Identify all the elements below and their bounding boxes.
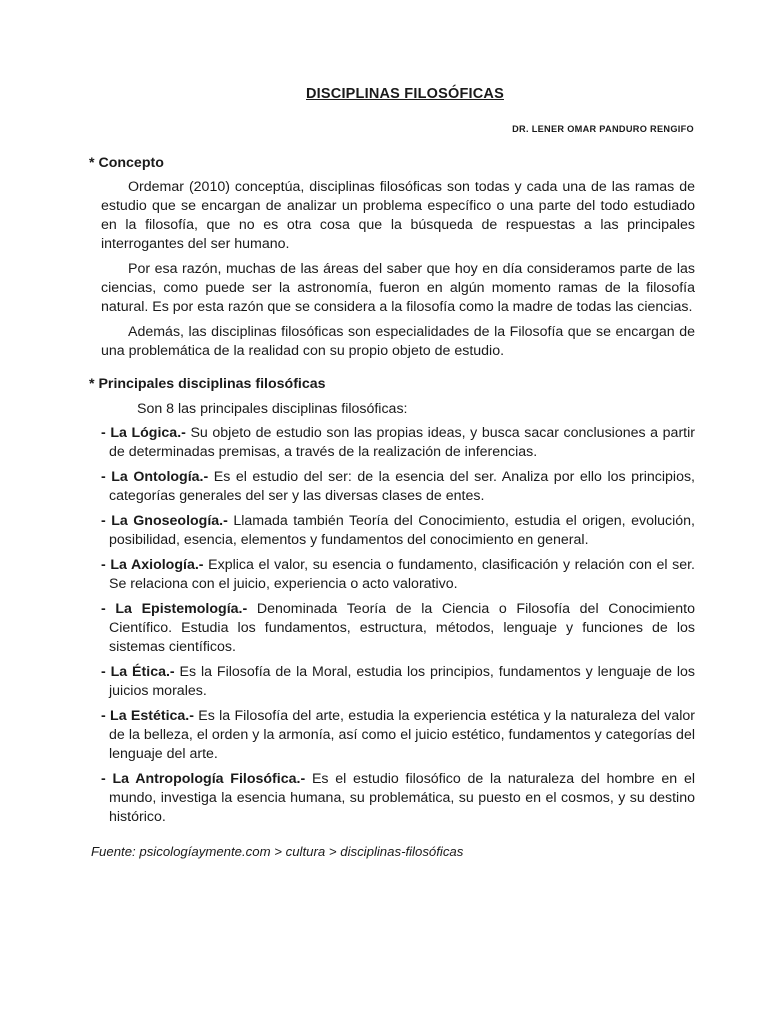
section-heading-disciplinas: * Principales disciplinas filosóficas	[89, 376, 326, 392]
item-text: Es la Filosofía del arte, estudia la experiencia estética y la naturaleza del valor de la belleza, el orden y la armonía, así como el juicio estético, fundamentos y categorías del lenguaje del arte.	[109, 708, 696, 762]
item-term: - La Axiología.-	[101, 557, 204, 573]
paragraph: Ordemar (2010) conceptúa, disciplinas filosóficas son todas y cada una de las ramas de estudio que se encargan de analizar un problema específico o una parte del todo estudiado en la filosofía, que no es otra cosa que la búsqueda de respuestas a las principales interrogantes del ser humano.	[101, 179, 695, 252]
document-title: DISCIPLINAS FILOSÓFICAS	[306, 86, 504, 102]
document-author: DR. LENER OMAR PANDURO RENGIFO	[512, 124, 694, 134]
list-item	[101, 600, 695, 657]
paragraph: Además, las disciplinas filosóficas son especialidades de la Filosofía que se encargan de una problemática de la realidad con su propio objeto de estudio.	[101, 324, 695, 359]
item-text: Es el estudio del ser: de la esencia del ser. Analiza por ello los principios, categorías generales del ser y las diversas clases de entes.	[109, 469, 695, 504]
list-item	[101, 707, 695, 764]
list-item	[101, 468, 695, 506]
item-term: - La Gnoseología.-	[101, 513, 228, 529]
list-item	[101, 663, 695, 701]
list-item	[101, 512, 695, 550]
list-item	[101, 556, 695, 594]
item-text: Denominada Teoría de la Ciencia o Filosofía del Conocimiento Científico. Estudia los fundamentos, estructura, métodos, lenguaje y funciones de los sistemas científicos.	[109, 601, 695, 655]
item-term: - La Ética.-	[101, 664, 175, 680]
item-term: - La Ontología.-	[101, 469, 209, 485]
item-term: - La Lógica.-	[101, 425, 186, 441]
source-citation: Fuente: psicologíaymente.com > cultura > disciplinas-filosóficas	[91, 844, 464, 859]
list-item	[101, 424, 695, 462]
item-text: Explica el valor, su esencia o fundamento, clasificación y relación con el ser. Se relaciona con el juicio, experiencia o acto valorativo.	[109, 557, 695, 592]
item-text: Su objeto de estudio son las propias ideas, y busca sacar conclusiones a partir de determinadas premisas, a través de la realización de inferencias.	[109, 425, 695, 460]
item-text: Es el estudio filosófico de la naturaleza del hombre en el mundo, investiga la esencia humana, su problemática, su puesto en el cosmos, y su destino histórico.	[109, 771, 695, 825]
section-intro: Son 8 las principales disciplinas filosóficas:	[137, 401, 408, 417]
paragraph: Por esa razón, muchas de las áreas del saber que hoy en día consideramos parte de las ciencias, como puede ser la astronomía, fueron en algún momento ramas de la filosofía natural. Es por esta razón que se considera a la filosofía como la madre de todas las ciencias.	[101, 261, 695, 315]
section-heading-concepto: * Concepto	[89, 155, 164, 171]
item-term: - La Epistemología.-	[101, 601, 248, 617]
document-body	[89, 154, 695, 861]
item-text: Llamada también Teoría del Conocimiento, estudia el origen, evolución, posibilidad, esencia, elementos y fundamentos del conocimiento en general.	[109, 513, 695, 548]
list-item	[101, 770, 695, 827]
item-term: - La Estética.-	[101, 708, 194, 724]
item-term: - La Antropología Filosófica.-	[101, 771, 306, 787]
item-text: Es la Filosofía de la Moral, estudia los principios, fundamentos y lenguaje de los juicios morales.	[109, 664, 695, 699]
